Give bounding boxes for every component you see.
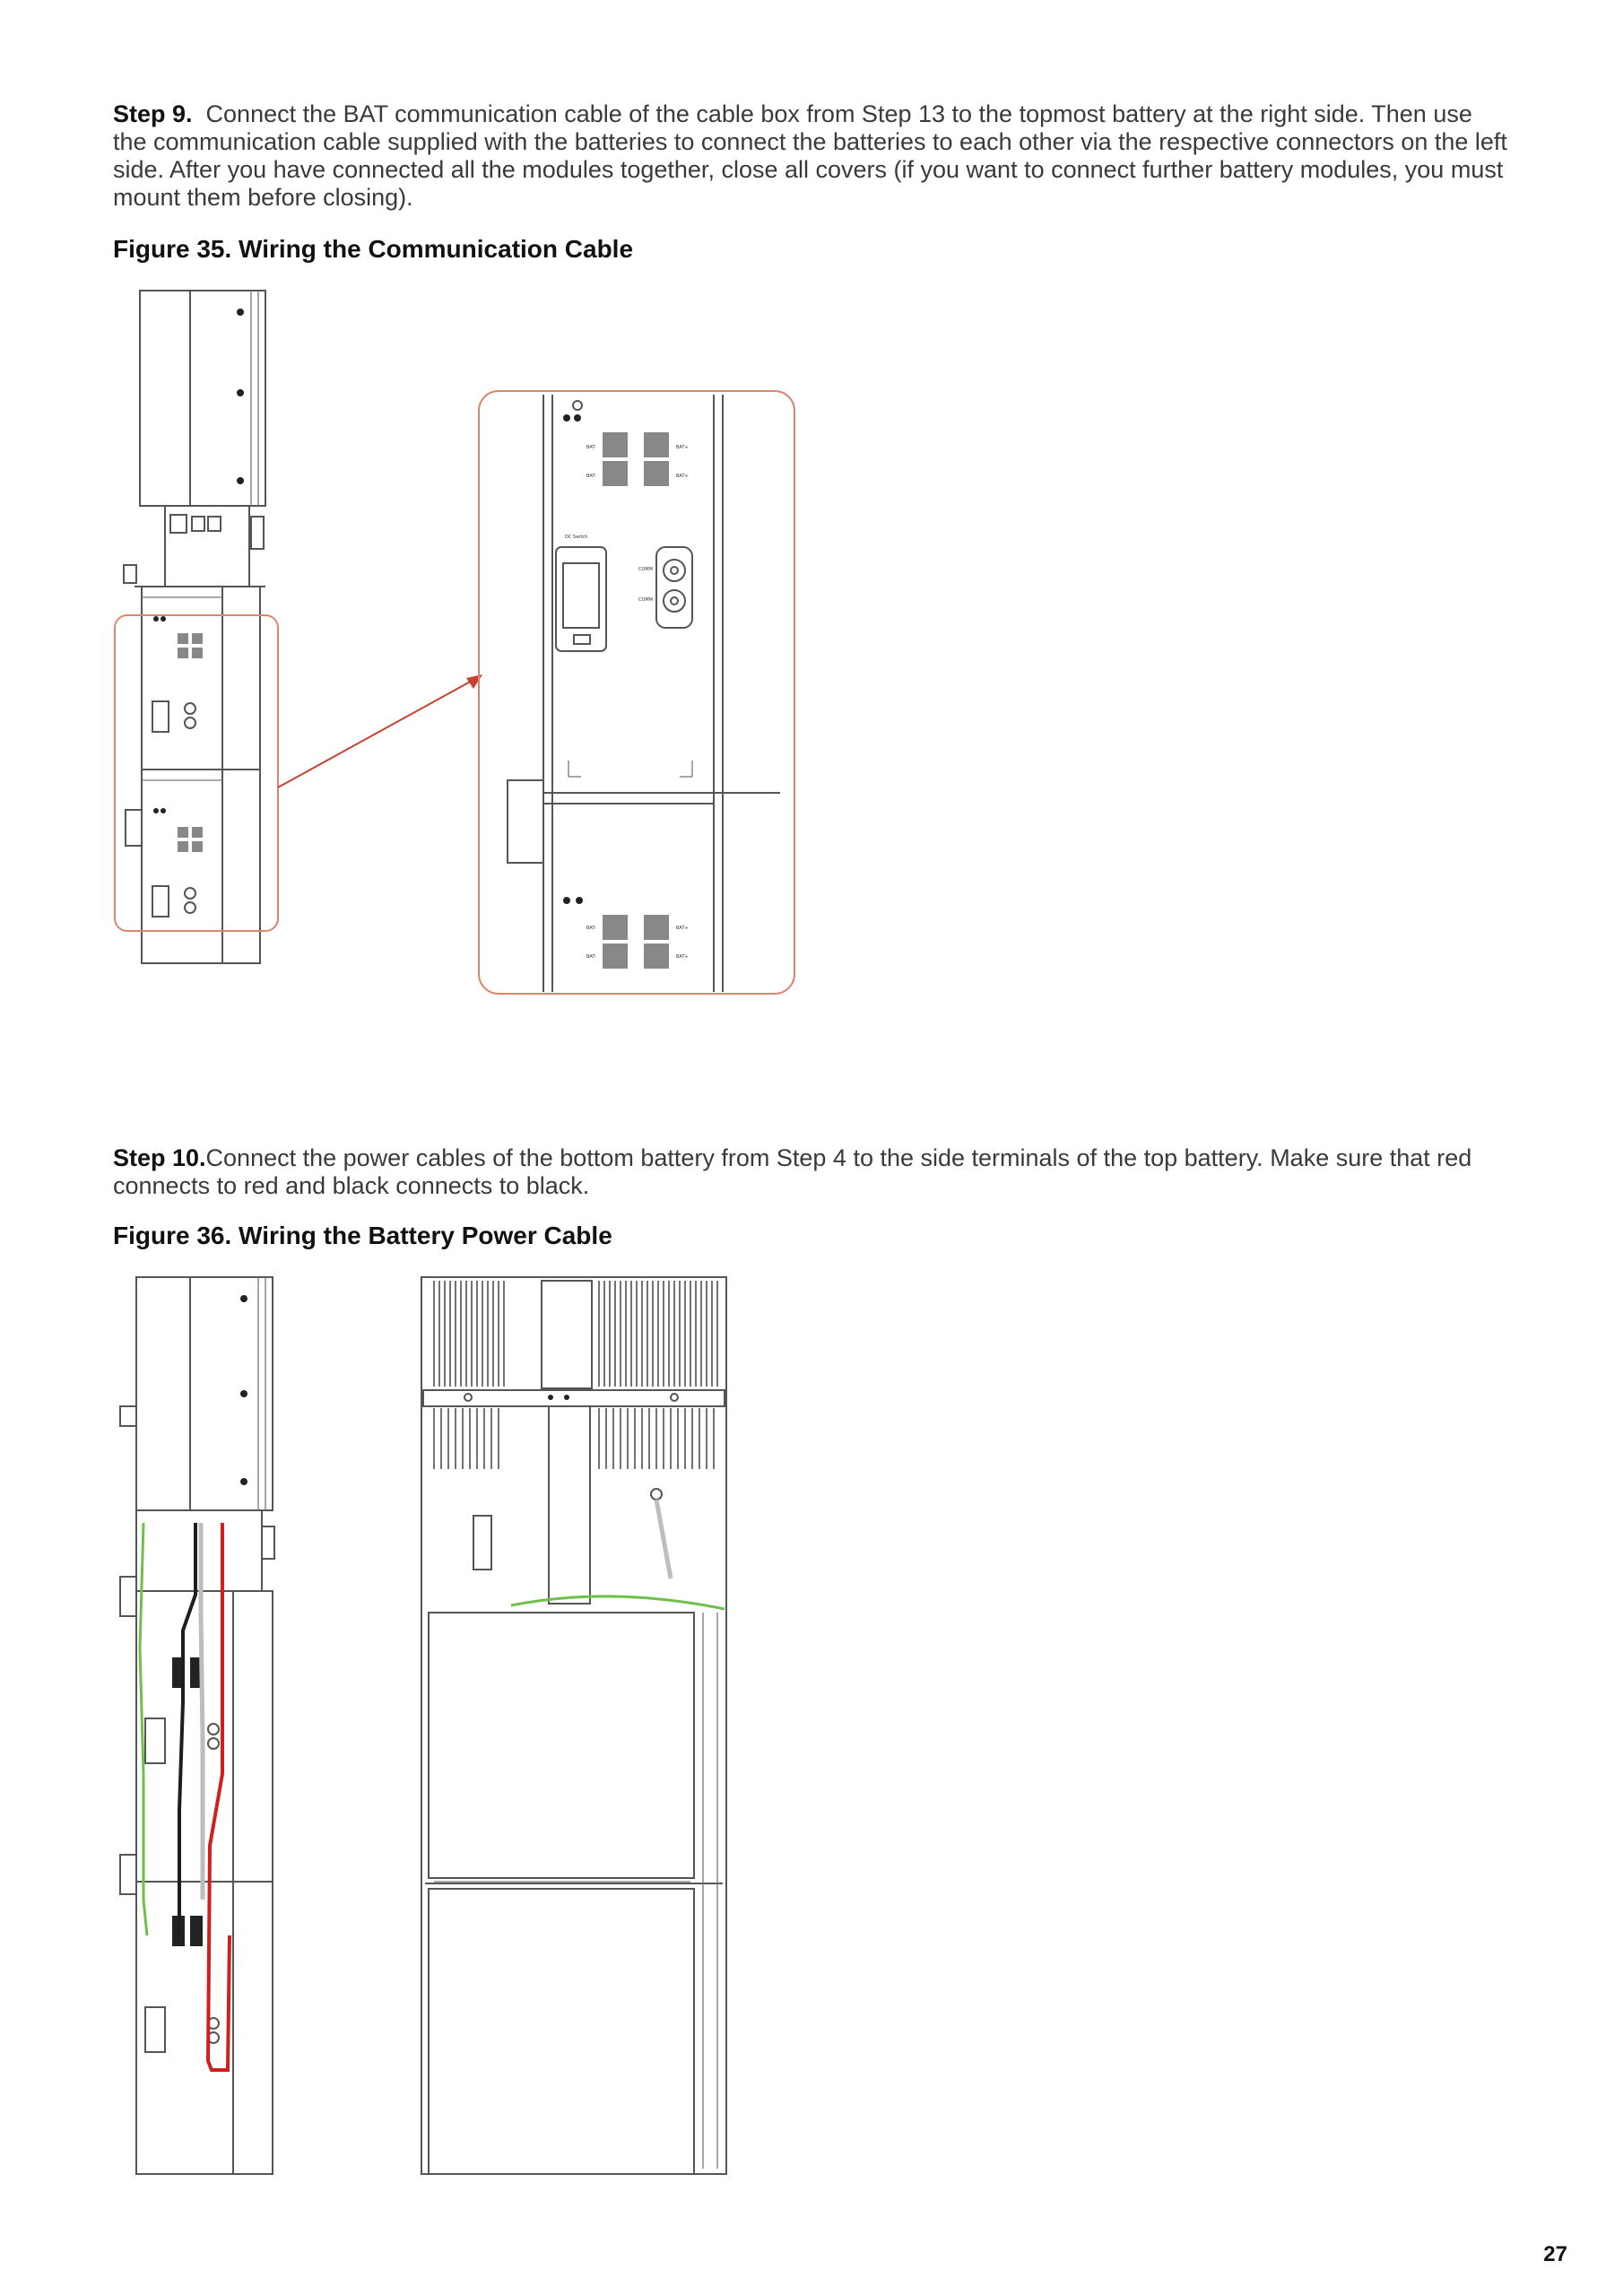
label-bat-minus-3: BAT- (586, 926, 596, 931)
inverter-unit (140, 291, 265, 506)
cable-box (124, 506, 265, 587)
battery-stack (126, 587, 260, 963)
heatsink-lower (434, 1408, 714, 1469)
side-view (120, 1277, 274, 2174)
front-view (421, 1277, 726, 2174)
heatsink-top (434, 1281, 717, 1387)
black-cable (179, 1523, 195, 1935)
grey-cable (201, 1523, 203, 1900)
label-dc-switch: DC Switch (565, 535, 588, 540)
label-bat-plus-1: BAT+ (676, 445, 689, 450)
front-green-cable (511, 1596, 725, 1609)
label-bat-minus-1: BAT- (586, 445, 596, 450)
step10-label: Step 10. (113, 1144, 206, 1171)
label-bat-minus-4: BAT- (586, 954, 596, 960)
figure35-caption: Figure 35. Wiring the Communication Cable (113, 235, 634, 263)
label-comm-2: COMM (638, 597, 654, 603)
zoom-arrow (278, 674, 482, 787)
figure35-diagram (108, 285, 807, 1110)
label-bat-plus-4: BAT+ (676, 954, 689, 960)
step9-label: Step 9. (113, 100, 193, 127)
red-cable (208, 1523, 230, 2070)
figure36-caption: Figure 36. Wiring the Battery Power Cable (113, 1222, 612, 1249)
label-comm-1: COMM (638, 567, 654, 572)
label-bat-plus-3: BAT+ (676, 926, 689, 931)
step10-paragraph (113, 1144, 1512, 1200)
step9-text: Connect the BAT communication cable of the cable box from Step 13 to the topmost battery at the right side. Then use the communication cable supplied with the batteries to connect the batteries to each other via the respective connectors on the left side. After you have connected all the modules together, close all covers (if you want to connect further battery modules, you must mount them before closing). (113, 100, 1507, 211)
page-number: 27 (1543, 2242, 1567, 2266)
step10-text: Connect the power cables of the bottom battery from Step 4 to the side terminals of the top battery. Make sure that red connects to red and black connects to black. (113, 1144, 1472, 1199)
label-bat-plus-2: BAT+ (676, 474, 689, 479)
label-bat-minus-2: BAT- (586, 474, 596, 479)
step9-paragraph (113, 100, 1512, 212)
zoomed-detail (479, 391, 794, 994)
highlight-box (115, 615, 278, 931)
figure36-diagram (108, 1272, 735, 2179)
